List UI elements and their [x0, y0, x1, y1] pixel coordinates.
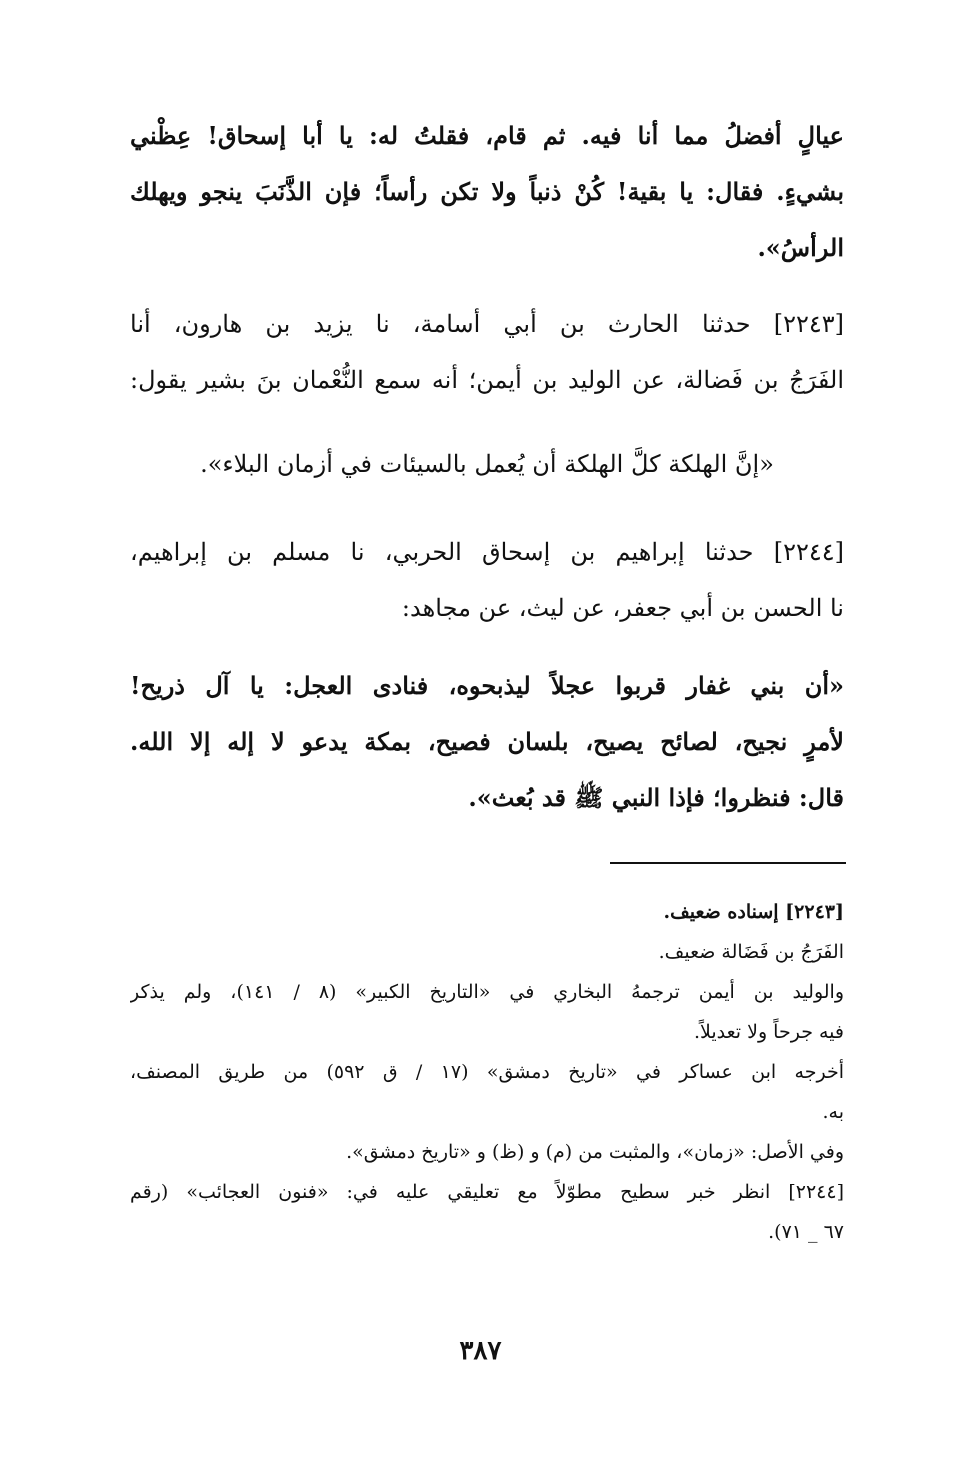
footnote-line: وفي الأصل: «زمان»، والمثبت من (م) و (ظ) و «تاريخ دمشق». [346, 1141, 844, 1163]
footnotes [130, 892, 844, 1252]
footnote-line: ٦٧ _ ٧١). [768, 1221, 844, 1243]
text-line: [٢٢٤٤] حدثنا إبراهيم بن إسحاق الحربي، نا مسلم بن إبراهيم، [130, 538, 844, 566]
text-line: [٢٢٤٣] حدثنا الحارث بن أبي أسامة، نا يزيد بن هارون، أنا [130, 310, 844, 338]
footnote-line: الفَرَجُ بن فَضَالة ضعيف. [658, 941, 844, 963]
footnote-line: والوليد بن أيمن ترجمهُ البخاري في «التاريخ الكبير» (٨ / ١٤١)، ولم يذكر [130, 981, 844, 1003]
text-line: لأمرٍ نجيح، لصائح يصيح، بلسان فصيح، بمكة يدعو لا إله إلا الله. [130, 727, 844, 756]
text-line: بشيءٍ. فقال: يا بقية! كُنْ ذنباً ولا تكن رأساً؛ فإن الذَّنَبَ ينجو ويهلك [130, 177, 844, 206]
hadith-2244-isnad [130, 524, 844, 636]
paragraph-continuation [130, 108, 844, 276]
footnote-line: فيه جرحاً ولا تعديلاً. [694, 1021, 844, 1043]
text-line: «أن بني غفار قربوا عجلاً ليذبحوه، فنادى العجل: يا آل ذريح! [130, 671, 844, 700]
footnote-line: به. [822, 1101, 844, 1123]
footnote-line: [٢٢٤٣] إسناده ضعيف. [663, 901, 844, 923]
text-line: عيالٍ أفضلُ مما أنا فيه. ثم قام، فقلتُ له: يا أبا إسحاق! عِظْني [130, 121, 844, 150]
footnote-separator [610, 862, 846, 864]
text-line: «إنَّ الهلكة كلَّ الهلكة أن يُعمل بالسيئات في أزمان البلاء». [200, 450, 774, 478]
hadith-2243-matn [130, 436, 844, 492]
text-line: قال: فنظروا؛ فإذا النبي ﷺ قد بُعث». [468, 783, 844, 812]
text-line: الرأسُ». [757, 233, 844, 262]
hadith-2243-isnad [130, 296, 844, 408]
footnote-line: أخرجه ابن عساكر في «تاريخ دمشق» (١٧ / ق ٥٩٢) من طريق المصنف، [130, 1061, 844, 1083]
hadith-2244-matn [130, 658, 844, 826]
text-line: نا الحسن بن أبي جعفر، عن ليث، عن مجاهد: [401, 594, 844, 622]
footnote-line: [٢٢٤٤] انظر خبر سطيح مطوّلاً مع تعليقي عليه في: «فنون العجائب» (رقم [130, 1181, 844, 1203]
text-line: الفَرَجُ بن فَضالة، عن الوليد بن أيمن؛ أنه سمع النُّعْمان بنَ بشير يقول: [130, 366, 844, 394]
page-number: ٣٨٧ [459, 1336, 502, 1366]
